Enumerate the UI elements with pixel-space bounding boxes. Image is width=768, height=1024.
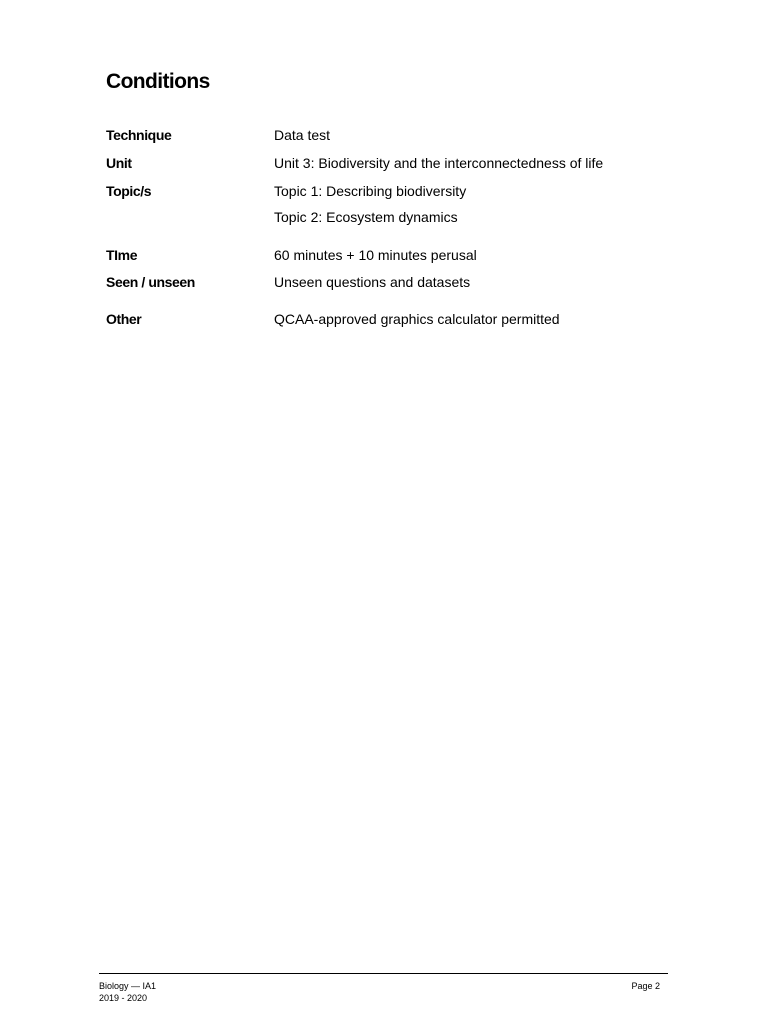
condition-label: Other: [106, 311, 142, 327]
footer-divider: [99, 973, 668, 974]
condition-row-topics: [106, 183, 666, 203]
condition-label: Seen / unseen: [106, 274, 195, 290]
condition-row-topics-continued: [106, 209, 666, 229]
condition-label: TIme: [106, 247, 138, 263]
condition-label: Topic/s: [106, 183, 152, 199]
condition-value: 60 minutes + 10 minutes perusal: [274, 247, 477, 263]
condition-value: Unit 3: Biodiversity and the interconnectedness of life: [274, 155, 604, 171]
footer-years: 2019 - 2020: [99, 993, 148, 1003]
page-title: Conditions: [106, 70, 210, 93]
footer-subject: Biology — IA1: [99, 981, 157, 991]
condition-label: Unit: [106, 155, 132, 171]
condition-label: Technique: [106, 127, 172, 143]
condition-value: QCAA-approved graphics calculator permitted: [274, 311, 560, 327]
condition-row-seen-unseen: [106, 274, 666, 294]
condition-row-unit: [106, 155, 666, 175]
footer-page-number: Page 2: [631, 981, 660, 991]
condition-value: Unseen questions and datasets: [274, 274, 471, 290]
condition-row-technique: [106, 127, 666, 147]
condition-row-time: [106, 247, 666, 267]
condition-value: Topic 1: Describing biodiversity: [274, 183, 467, 199]
condition-value: Data test: [274, 127, 331, 143]
condition-value: Topic 2: Ecosystem dynamics: [274, 209, 458, 225]
condition-row-other: [106, 311, 666, 331]
